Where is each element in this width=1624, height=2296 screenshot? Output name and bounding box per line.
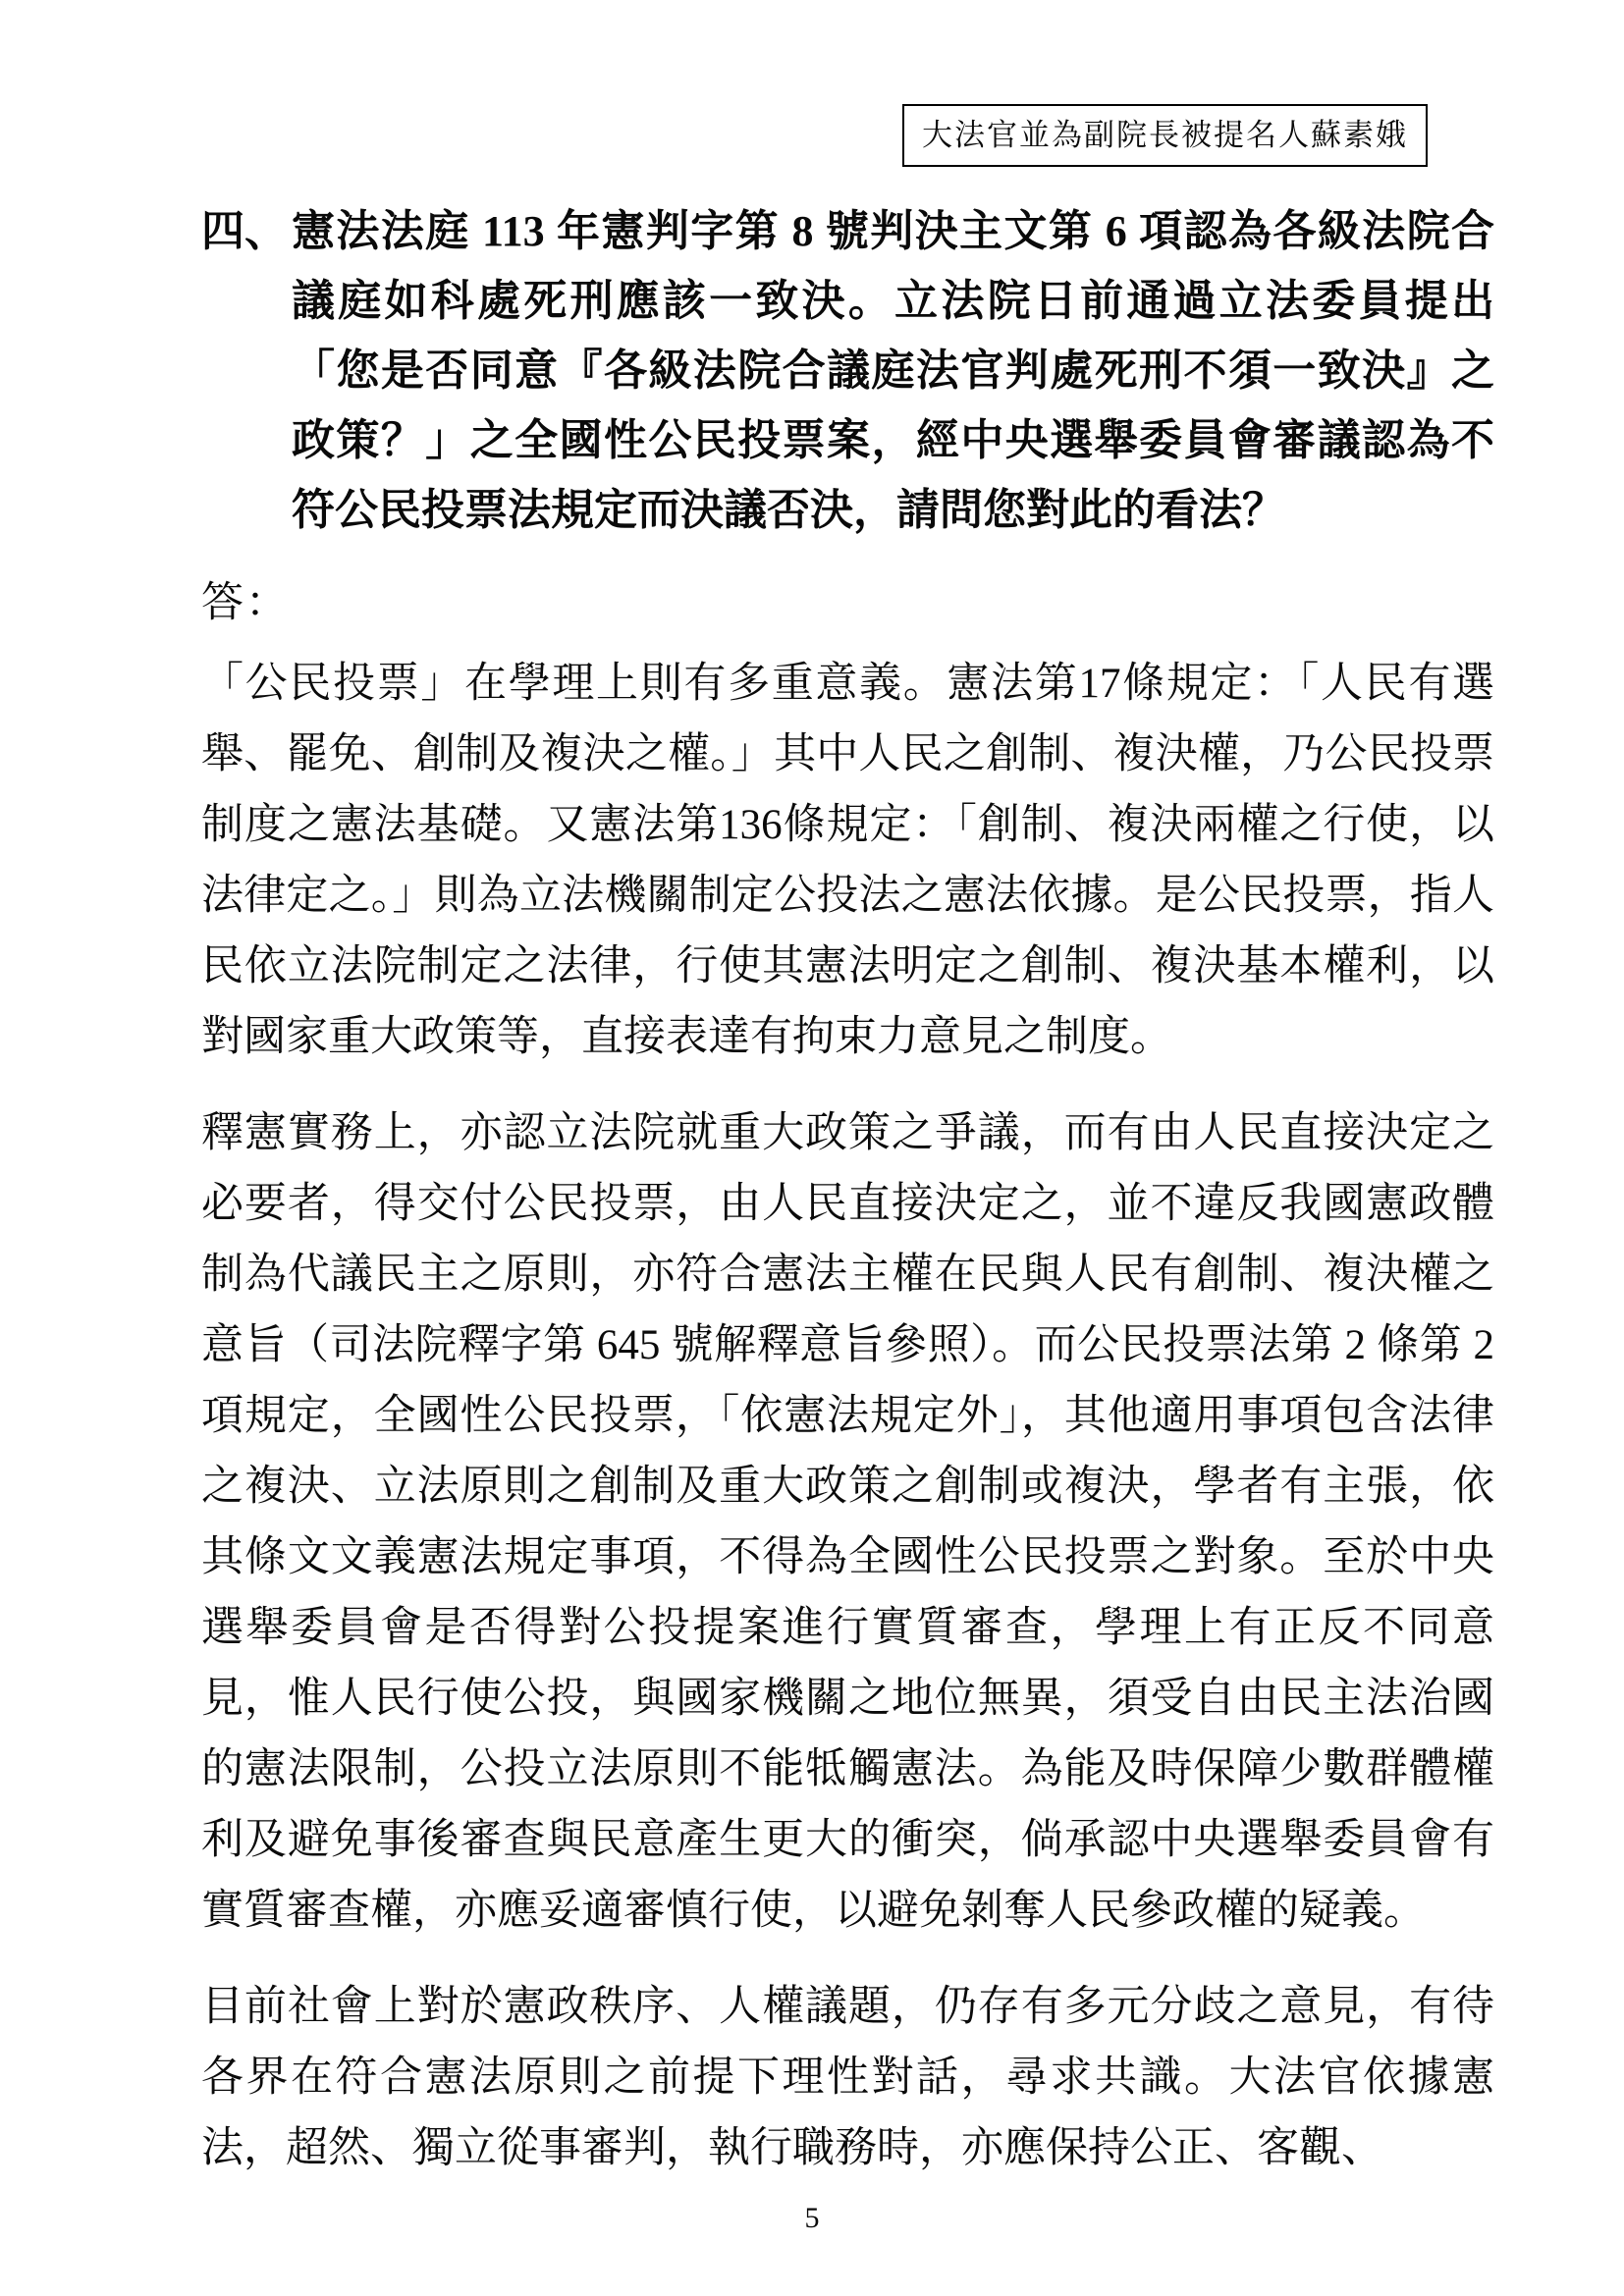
page-number: 5 xyxy=(804,2202,820,2234)
header-title-box xyxy=(902,104,1428,167)
answer-label: 答： xyxy=(201,580,290,626)
document-content xyxy=(201,196,1494,2210)
answer-paragraph-3: 目前社會上對於憲政秩序、人權議題，仍存有多元分歧之意見，有待各界在符合憲法原則之前提下理性對話，尋求共識。大法官依據憲法，超然、獨立從事審判，執行職務時，亦應保持公正、客觀、 xyxy=(201,1984,1494,2171)
question-number: 四、 xyxy=(201,207,288,255)
header-title: 大法官並為副院長被提名人蘇素娥 xyxy=(922,118,1408,152)
answer-paragraph-1: 「公民投票」在學理上則有多重意義。憲法第17條規定：「人民有選舉、罷免、創制及複決之權。」其中人民之創制、複決權，乃公民投票制度之憲法基礎。又憲法第136條規定：「創制、複決兩權之行使，以法律定之。」則為立法機關制定公投法之憲法依據。是公民投票，指人民依立法院制定之法律，行使其憲法明定之創制、複決基本權利，以對國家重大政策等，直接表達有拘束力意見之制度。 xyxy=(201,661,1494,1060)
question-text: 憲法法庭 113 年憲判字第 8 號判決主文第 6 項認為各級法院合議庭如科處死刑應該一致決。立法院日前通過立法委員提出「您是否同意『各級法院合議庭法官判處死刑不須一致決』之政策？」之全國性公民投票案，經中央選舉委員會審議認為不符公民投票法規定而決議否決，請問您對此的看法？ xyxy=(292,207,1494,534)
answer-paragraph-2: 釋憲實務上，亦認立法院就重大政策之爭議，而有由人民直接決定之必要者，得交付公民投票，由人民直接決定之，並不違反我國憲政體制為代議民主之原則，亦符合憲法主權在民與人民有創制、複決權之意旨（司法院釋字第 645 號解釋意旨參照）。而公民投票法第 2 條第 2 項規定，全國性公民投票，「依憲法規定外」，其他適用事項包含法律之複決、立法原則之創制及重大政策之創制或複決，學者有主張，依其條文文義憲法規定事項，不得為全國性公民投票之對象。至於中央選舉委員會是否得對公投提案進行實質審查，學理上有正反不同意見，惟人民行使公投，與國家機關之地位無異，須受自由民主法治國的憲法限制，公投立法原則不能牴觸憲法。為能及時保障少數群體權利及避免事後審查與民意產生更大的衝突，倘承認中央選舉委員會有實質審查權，亦應妥適審慎行使，以避免剝奪人民參政權的疑義。 xyxy=(201,1110,1494,1934)
question-block xyxy=(201,196,1494,545)
